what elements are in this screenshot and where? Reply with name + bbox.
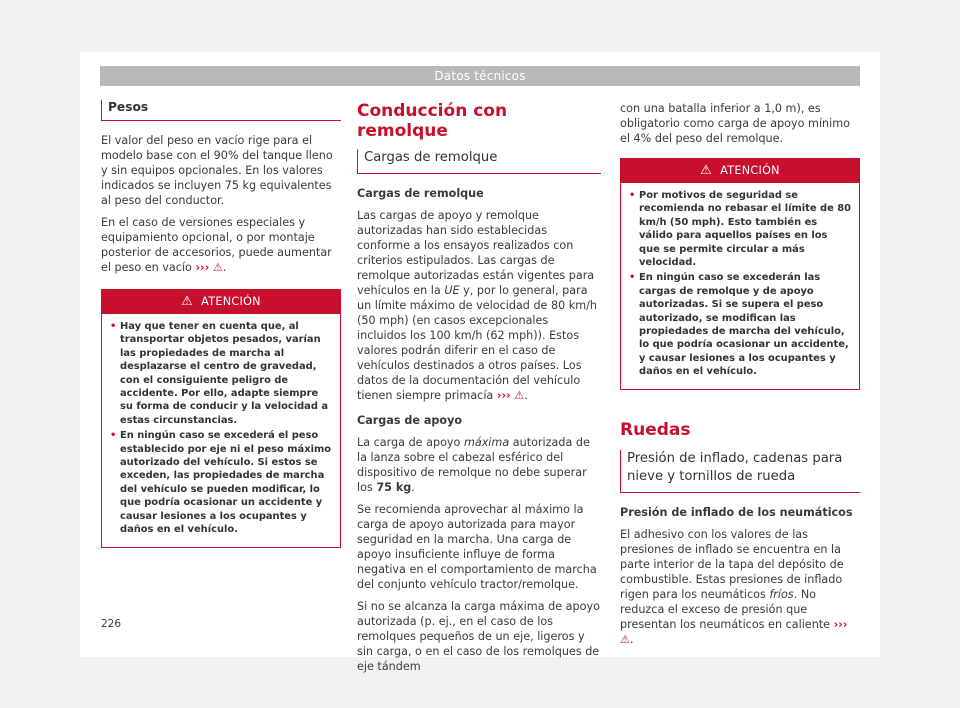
- heading-cargas-apoyo: Cargas de apoyo: [357, 414, 463, 427]
- bullet-icon: •: [110, 321, 117, 332]
- column-3: [620, 101, 860, 654]
- warning-body: [621, 183, 859, 389]
- paragraph-cargas-apoyo-1: La carga de apoyo máxima autorizada de la lanza sobre el cabezal esférico del dispositivo de remolque no debe superar los 75 kg.: [357, 436, 590, 494]
- column-1: [101, 100, 341, 548]
- warning-item: • Por motivos de seguridad se recomienda no rebasar el límite de 80 km/h (50 mph). Esto también es válido para aquellos países en los que se permite circular a más velocidad.: [629, 190, 851, 269]
- warning-triangle-icon: ⚠: [212, 261, 223, 274]
- bullet-icon: •: [629, 190, 636, 201]
- cross-reference-arrow[interactable]: ›››: [496, 389, 511, 402]
- heading-cargas-remolque: Cargas de remolque: [357, 187, 484, 200]
- warning-item: • En ningún caso se excederán las cargas de remolque y de apoyo autorizadas. Si se supera el peso autorizado, se modifican las propiedades de marcha del vehículo, lo que podría ocasionar un accidente, y causar lesiones a los ocupantes y daños en el vehículo.: [629, 272, 849, 378]
- warning-triangle-icon: ⚠: [620, 632, 631, 646]
- heading-presion-neumaticos: Presión de inflado de los neumáticos: [620, 505, 853, 519]
- chapter-title-conduccion: Conducción con remolque: [357, 101, 508, 141]
- paragraph-cargas-apoyo-3: Si no se alcanza la carga máxima de apoyo autorizada (p. ej., en el caso de los remolques pequeños de un eje, ligeros y sin carga, o en el caso de los remolques de eje tándem: [357, 600, 600, 673]
- warning-triangle-icon: ⚠: [181, 294, 194, 309]
- warning-item: • En ningún caso se excederá el peso establecido por eje ni el peso máximo autorizado del vehículo. Si estos se exceden, las propiedades de marcha del vehículo se pueden modificar, lo que podría ocasionar un accidente y causar lesiones a los ocupantes y daños en el vehículo.: [110, 430, 332, 536]
- warning-header: ⚠ ATENCIÓN: [102, 290, 340, 314]
- paragraph-cargas-remolque: Las cargas de apoyo y remolque autorizadas han sido establecidas conforme a los ensayos realizados con criterios estipulados. Las cargas de remolque autorizadas están vigentes para vehículos en la UE y, por lo general, para un límite máximo de velocidad de 80 km/h (50 mph) (en casos excepcionales incluidos los 100 km/h (62 mph)). Estos valores podrán diferir en el caso de vehículos destinados a otros países. Los datos de la documentación del vehículo tienen siempre primacía ››› ⚠.: [357, 209, 598, 402]
- section-title-pesos: Pesos: [101, 100, 341, 121]
- warning-header: ⚠ ATENCIÓN: [621, 159, 859, 183]
- paragraph-cargas-apoyo-2: Se recomienda aprovechar al máximo la carga de apoyo autorizada para mayor seguridad en la marcha. Una carga de apoyo insuficiente influye de forma negativa en el comportamiento de marcha del conjunto vehículo tractor/remolque.: [357, 503, 597, 591]
- bullet-icon: •: [629, 272, 636, 284]
- paragraph-continuation: con una batalla inferior a 1,0 m), es obligatorio como carga de apoyo mínimo el 4% del peso del remolque.: [620, 102, 850, 145]
- warning-item: • Hay que tener en cuenta que, al transportar objetos pesados, varían las propiedades de marcha al desplazarse el centro de gravedad, con el consiguiente peligro de accidente. Por ello, adapte siempre su forma de conducir y la velocidad a estas circunstancias.: [110, 321, 329, 426]
- page-number: 226: [101, 618, 122, 630]
- chapter-title-ruedas: Ruedas: [620, 419, 691, 440]
- paragraph-pesos-2: En el caso de versiones especiales y equipamiento opcional, o por montaje posterior de accesorios, puede aumentar el peso en vacío ››› ⚠.: [101, 216, 332, 274]
- warning-triangle-icon: ⚠: [700, 163, 713, 178]
- bullet-icon: •: [110, 430, 117, 442]
- paragraph-pesos-1: El valor del peso en vacío rige para el modelo base con el 90% del tanque lleno y sin equipos opcionales. En los valores indicados se incluyen 75 kg equivalentes al peso del conductor.: [101, 134, 333, 207]
- warning-triangle-icon: ⚠: [514, 389, 525, 402]
- subtitle-presion-inflado: Presión de inflado, cadenas para nieve y tornillos de rueda: [620, 450, 860, 493]
- column-2: [357, 101, 601, 681]
- subtitle-cargas-remolque: Cargas de remolque: [357, 149, 601, 174]
- paragraph-presion-neumaticos: El adhesivo con los valores de las presiones de inflado se encuentra en la parte interior de la tapa del depósito de combustible. Estas presiones de inflado rigen para los neumáticos fríos. No reduzca el exceso de presión que presentan los neumáticos en caliente ››› ⚠.: [620, 527, 848, 646]
- page-header: Datos técnicos: [100, 66, 860, 86]
- warning-box: [101, 289, 341, 548]
- cross-reference-arrow[interactable]: ›››: [195, 261, 210, 274]
- warning-box: [620, 158, 860, 390]
- cross-reference-arrow[interactable]: ›››: [833, 617, 848, 631]
- warning-body: [102, 314, 340, 547]
